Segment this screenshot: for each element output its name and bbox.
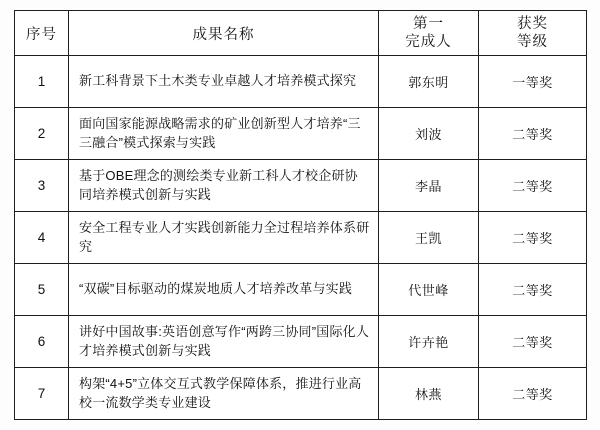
award-results-table (14, 10, 587, 420)
row-achievement-name: 基于OBE理念的测绘类专业新工科人才校企研协同培养模式创新与实践 (69, 160, 379, 212)
row-award-level: 一等奖 (479, 56, 587, 108)
column-header-name: 成果名称 (69, 11, 379, 56)
table-body (15, 56, 587, 420)
row-index: 6 (15, 316, 69, 368)
row-index: 3 (15, 160, 69, 212)
row-award-level: 二等奖 (479, 160, 587, 212)
table-row (15, 160, 587, 212)
row-award-level: 二等奖 (479, 264, 587, 316)
row-index: 5 (15, 264, 69, 316)
row-index: 2 (15, 108, 69, 160)
row-first-person: 刘波 (379, 108, 479, 160)
row-first-person: 代世峰 (379, 264, 479, 316)
row-award-level: 二等奖 (479, 212, 587, 264)
row-achievement-name: “双碳”目标驱动的煤炭地质人才培养改革与实践 (69, 264, 379, 316)
table-header-row (15, 11, 587, 56)
row-index: 4 (15, 212, 69, 264)
row-award-level: 二等奖 (479, 368, 587, 420)
column-header-award-level-line1: 获奖 (517, 15, 548, 32)
row-achievement-name: 安全工程专业人才实践创新能力全过程培养体系研究 (69, 212, 379, 264)
row-first-person: 李晶 (379, 160, 479, 212)
table-row (15, 316, 587, 368)
row-award-level: 二等奖 (479, 316, 587, 368)
row-award-level: 二等奖 (479, 108, 587, 160)
table-row (15, 368, 587, 420)
column-header-first-person (379, 11, 479, 56)
column-header-first-person-line1: 第一 (413, 15, 444, 32)
column-header-index: 序号 (15, 11, 69, 56)
row-achievement-name: 讲好中国故事:英语创意写作“两跨三协同”国际化人才培养模式创新与实践 (69, 316, 379, 368)
table-row (15, 108, 587, 160)
column-header-first-person-line2: 完成人 (405, 34, 452, 50)
row-achievement-name: 面向国家能源战略需求的矿业创新型人才培养“三三融合”模式探索与实践 (69, 108, 379, 160)
table-row (15, 212, 587, 264)
row-first-person: 王凯 (379, 212, 479, 264)
table-header (15, 11, 587, 56)
row-achievement-name: 构架“4+5”立体交互式教学保障体系，推进行业高校一流数学类专业建设 (69, 368, 379, 420)
row-first-person: 郭东明 (379, 56, 479, 108)
table-row (15, 56, 587, 108)
column-header-award-level (479, 11, 587, 56)
row-achievement-name: 新工科背景下土木类专业卓越人才培养模式探究 (69, 56, 379, 108)
row-first-person: 许卉艳 (379, 316, 479, 368)
column-header-award-level-line2: 等级 (517, 34, 548, 50)
row-index: 1 (15, 56, 69, 108)
table-row (15, 264, 587, 316)
row-index: 7 (15, 368, 69, 420)
row-first-person: 林燕 (379, 368, 479, 420)
